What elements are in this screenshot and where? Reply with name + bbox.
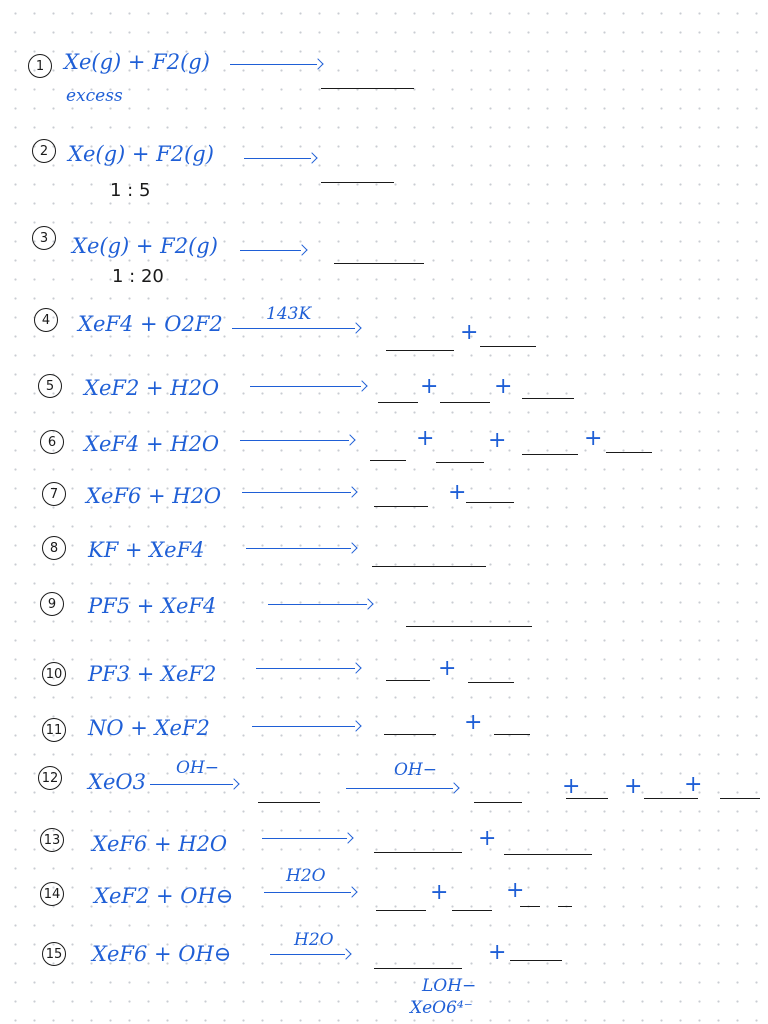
answer-blank bbox=[466, 502, 514, 503]
answer-blank bbox=[504, 854, 592, 855]
reactant-text: XeF6 + OH⊖ bbox=[92, 942, 232, 966]
condition-note: OH− bbox=[176, 758, 220, 778]
plus-sign: + bbox=[584, 426, 603, 451]
answer-blank bbox=[468, 682, 514, 683]
reaction-arrow bbox=[252, 720, 360, 734]
reaction-arrow bbox=[240, 244, 306, 258]
answer-blank bbox=[374, 968, 462, 969]
reactant-text: XeF4 + H2O bbox=[84, 432, 220, 456]
question-number: 13 bbox=[40, 828, 64, 852]
reaction-arrow bbox=[256, 662, 360, 676]
plus-sign: + bbox=[478, 826, 497, 851]
answer-blank bbox=[334, 263, 424, 264]
plus-sign: + bbox=[488, 428, 507, 453]
answer-blank bbox=[452, 910, 492, 911]
plus-sign: + bbox=[416, 426, 435, 451]
answer-blank bbox=[494, 734, 530, 735]
reactant-text: XeF2 + OH⊖ bbox=[94, 884, 234, 908]
reaction-arrow bbox=[240, 434, 354, 448]
answer-blank bbox=[520, 906, 540, 907]
question-number: 8 bbox=[42, 536, 66, 560]
plus-sign: + bbox=[562, 774, 581, 799]
reactant-text: Xe(g) + F2(g) bbox=[72, 234, 218, 258]
reactant-text: KF + XeF4 bbox=[88, 538, 205, 562]
answer-blank bbox=[606, 452, 652, 453]
reactant-text: Xe(g) + F2(g) bbox=[64, 50, 210, 74]
answer-blank bbox=[321, 88, 414, 89]
question-number: 1 bbox=[28, 54, 52, 78]
condition-note: excess bbox=[66, 86, 123, 106]
reaction-arrow bbox=[230, 58, 322, 72]
condition-note: OH− bbox=[394, 760, 438, 780]
plus-sign: + bbox=[488, 940, 507, 965]
ratio-note: 1 : 20 bbox=[112, 266, 164, 287]
plus-sign: + bbox=[438, 656, 457, 681]
answer-blank bbox=[522, 454, 578, 455]
condition-note: H2O bbox=[294, 930, 334, 950]
reaction-arrow bbox=[268, 598, 372, 612]
question-number: 5 bbox=[38, 374, 62, 398]
reaction-arrow bbox=[244, 152, 316, 166]
reaction-arrow bbox=[232, 322, 360, 336]
answer-blank bbox=[558, 906, 572, 907]
question-number: 15 bbox=[42, 942, 66, 966]
answer-blank bbox=[258, 802, 320, 803]
answer-blank bbox=[522, 398, 574, 399]
answer-blank bbox=[386, 350, 454, 351]
reaction-arrow bbox=[262, 832, 352, 846]
hint-note: LOH− bbox=[422, 976, 477, 996]
answer-blank bbox=[386, 680, 430, 681]
reactant-text: PF5 + XeF4 bbox=[88, 594, 217, 618]
reactant-text: XeF6 + H2O bbox=[92, 832, 228, 856]
plus-sign: + bbox=[460, 320, 479, 345]
plus-sign: + bbox=[494, 374, 513, 399]
plus-sign: + bbox=[420, 374, 439, 399]
reactant-text: XeF6 + H2O bbox=[86, 484, 222, 508]
reaction-arrow bbox=[270, 948, 350, 962]
answer-blank bbox=[384, 734, 436, 735]
answer-blank bbox=[321, 182, 394, 183]
plus-sign: + bbox=[430, 880, 449, 905]
reaction-arrow bbox=[346, 782, 458, 796]
question-number: 4 bbox=[34, 308, 58, 332]
reaction-arrow bbox=[264, 886, 356, 900]
question-number: 7 bbox=[42, 482, 66, 506]
answer-blank bbox=[644, 798, 698, 799]
hint-note: XeO6⁴⁻ bbox=[410, 998, 473, 1018]
question-number: 12 bbox=[38, 766, 62, 790]
answer-blank bbox=[374, 852, 462, 853]
reaction-arrow bbox=[150, 778, 238, 792]
answer-blank bbox=[370, 460, 406, 461]
answer-blank bbox=[510, 960, 562, 961]
answer-blank bbox=[406, 626, 532, 627]
answer-blank bbox=[378, 402, 418, 403]
answer-blank bbox=[372, 566, 486, 567]
reactant-text: NO + XeF2 bbox=[88, 716, 210, 740]
reaction-arrow bbox=[246, 542, 356, 556]
answer-blank bbox=[374, 506, 428, 507]
reactant-text: PF3 + XeF2 bbox=[88, 662, 217, 686]
answer-blank bbox=[376, 910, 426, 911]
question-number: 9 bbox=[40, 592, 64, 616]
plus-sign: + bbox=[506, 878, 525, 903]
answer-blank bbox=[436, 462, 484, 463]
question-number: 6 bbox=[40, 430, 64, 454]
plus-sign: + bbox=[448, 480, 467, 505]
reaction-arrow bbox=[250, 380, 366, 394]
question-number: 11 bbox=[42, 718, 66, 742]
answer-blank bbox=[474, 802, 522, 803]
plus-sign: + bbox=[624, 774, 643, 799]
question-number: 2 bbox=[32, 139, 56, 163]
answer-blank bbox=[720, 798, 760, 799]
question-number: 3 bbox=[32, 226, 56, 250]
question-number: 14 bbox=[40, 882, 64, 906]
plus-sign: + bbox=[684, 772, 703, 797]
answer-blank bbox=[440, 402, 490, 403]
reactant-text: Xe(g) + F2(g) bbox=[68, 142, 214, 166]
question-number: 10 bbox=[42, 662, 66, 686]
condition-note: 143K bbox=[266, 304, 312, 324]
ratio-note: 1 : 5 bbox=[110, 180, 151, 201]
condition-note: H2O bbox=[286, 866, 326, 886]
plus-sign: + bbox=[464, 710, 483, 735]
reactant-text: XeO3 bbox=[88, 770, 146, 794]
reaction-arrow bbox=[242, 486, 356, 500]
reactant-text: XeF4 + O2F2 bbox=[78, 312, 223, 336]
answer-blank bbox=[566, 798, 608, 799]
answer-blank bbox=[480, 346, 536, 347]
reactant-text: XeF2 + H2O bbox=[84, 376, 220, 400]
